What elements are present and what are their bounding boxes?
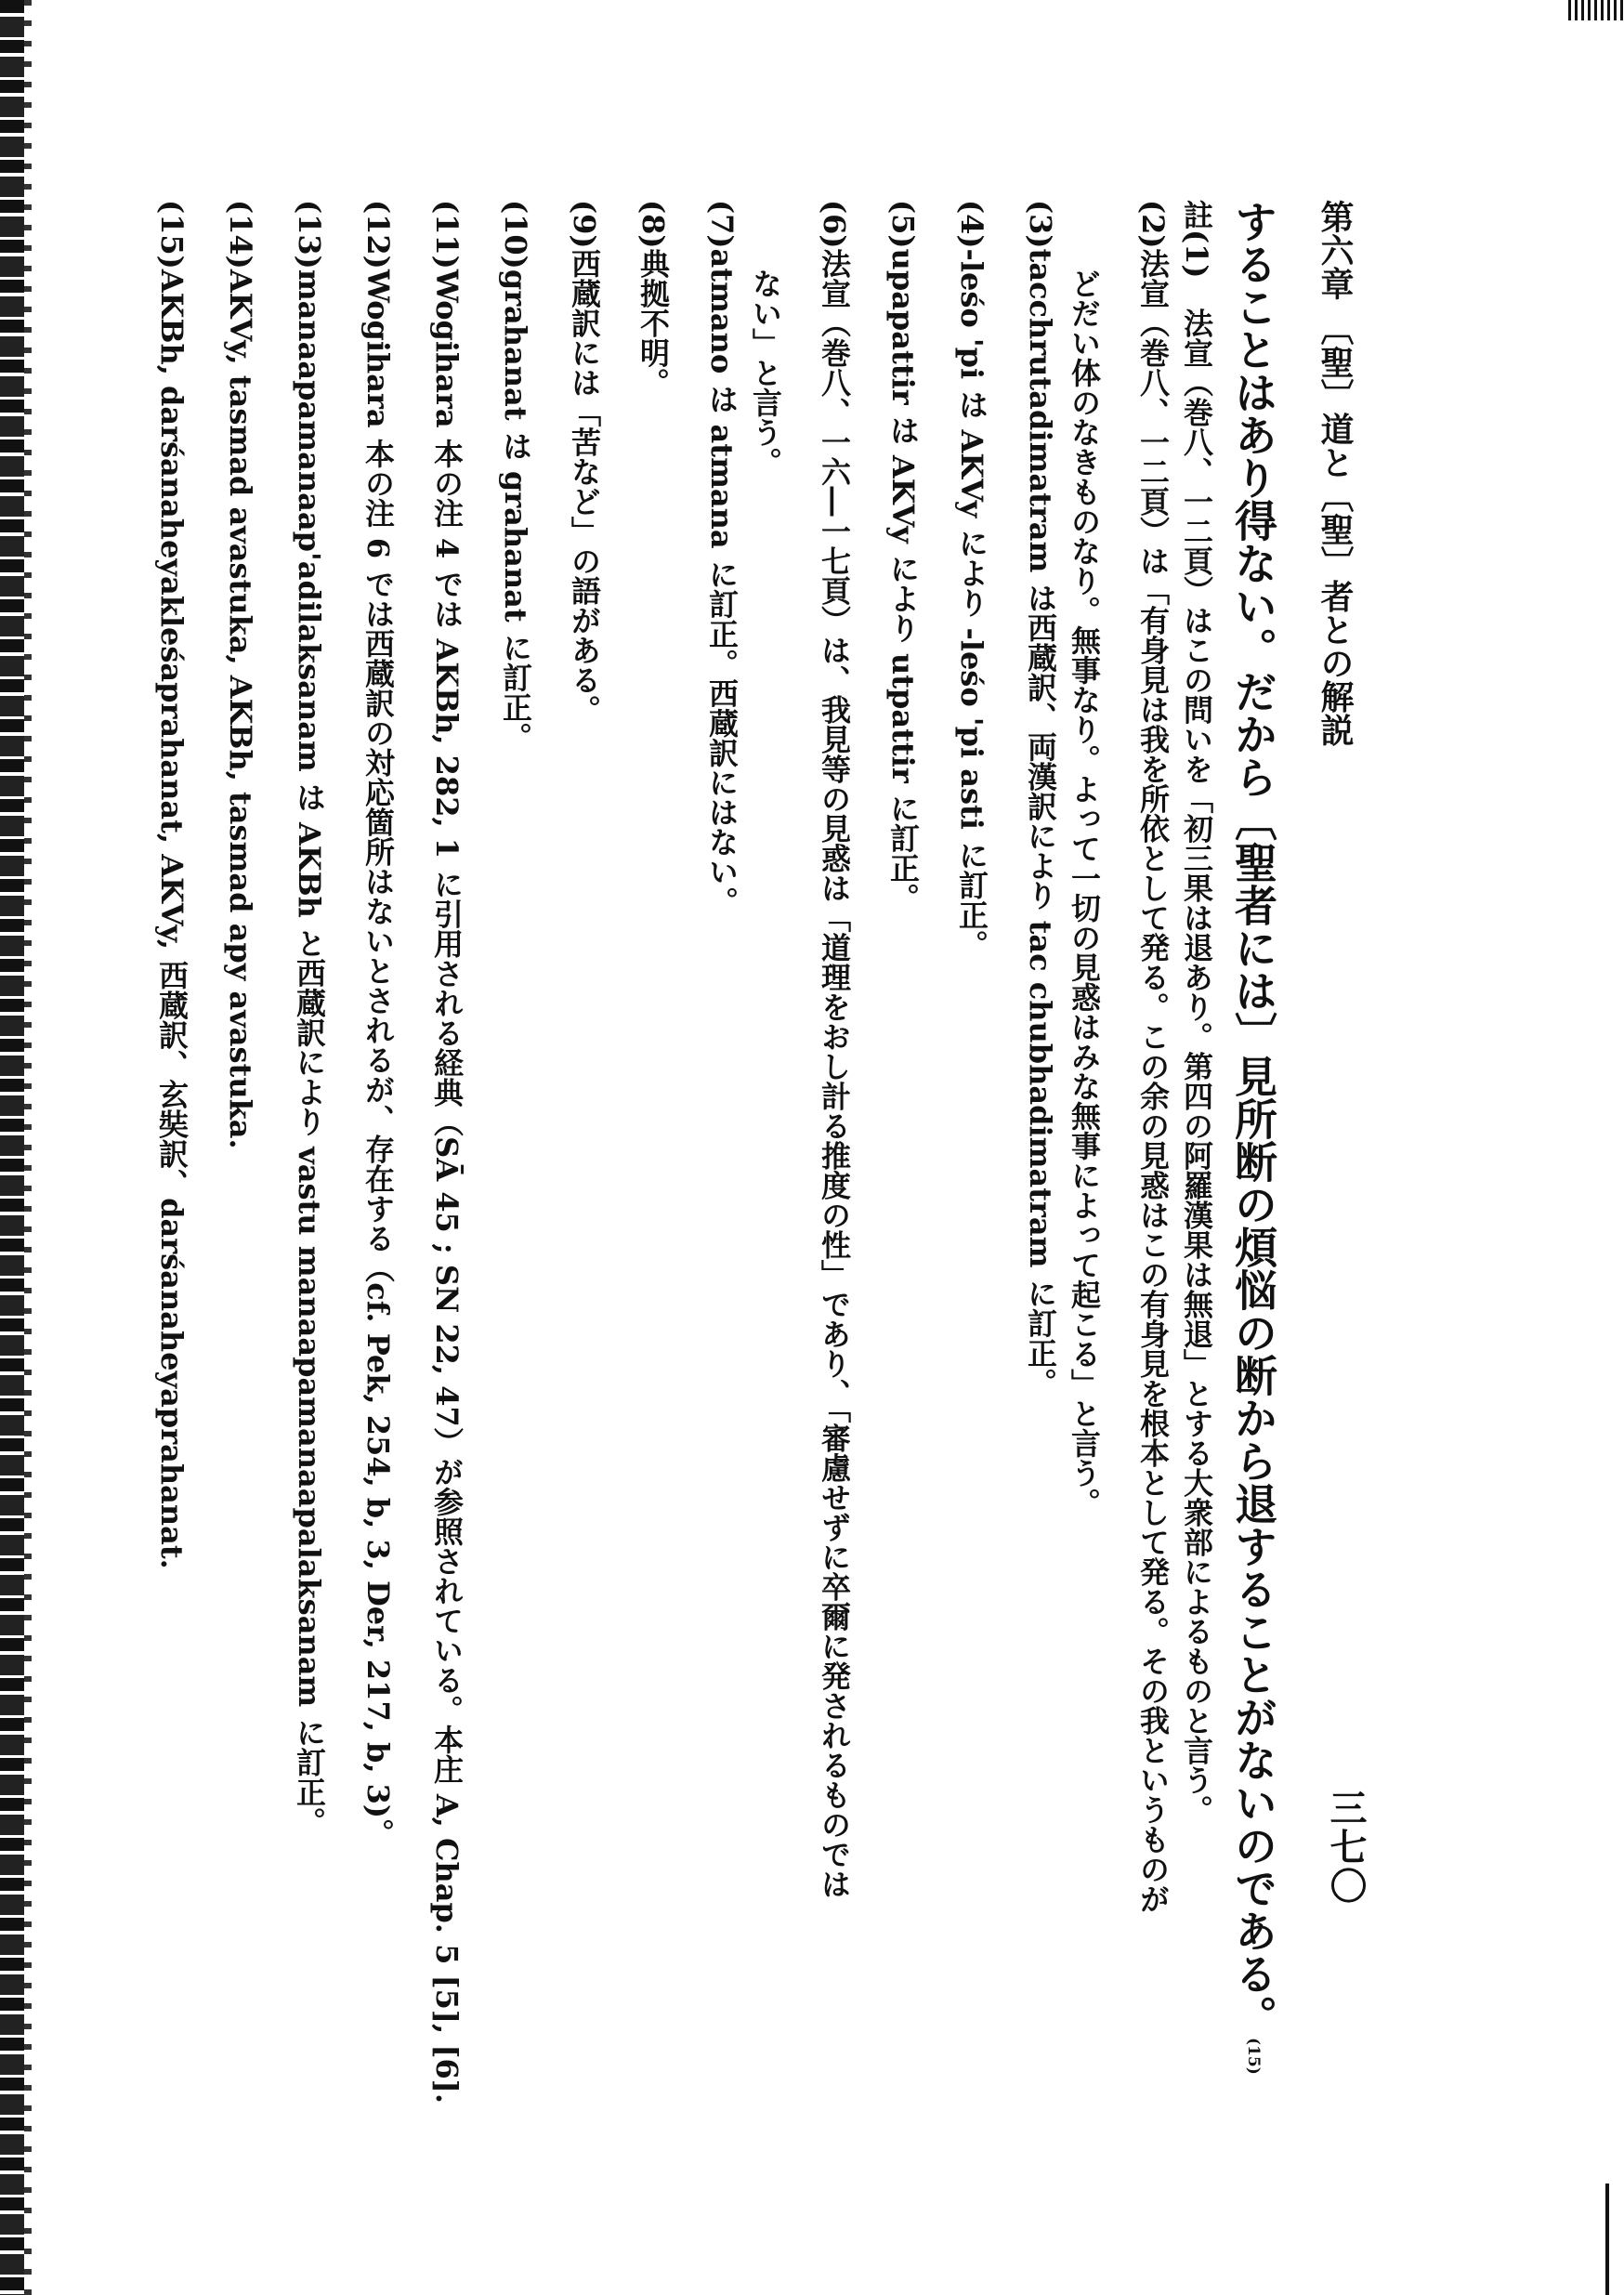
note-1	[1174, 200, 1218, 2077]
note-14	[193, 200, 262, 2077]
note-10	[468, 200, 537, 2077]
note-8	[606, 200, 674, 2077]
note-text: AKBh, darśanaheyakleśaprahanat, AKVy, 西蔵訳、玄奘訳、darśanaheyaprahanat.	[154, 269, 190, 1569]
note-number: (2)	[1135, 200, 1171, 249]
note-text: Wogihara 本の注 4 では AKBh, 282, 1 に引用される経典（SĀ 45 ; SN 22, 47）が参照されている。本庄 A, Chap. 5 [5], [6].	[429, 269, 465, 2104]
note-number: (7)	[704, 200, 740, 249]
note-6-continuation: ない」と言う。	[748, 269, 783, 477]
note-5	[856, 200, 924, 2077]
footnote-marker-15[interactable]: (15)	[1244, 2038, 1263, 2075]
note-11	[399, 200, 468, 2104]
note-6	[787, 200, 856, 2077]
note-text: Wogihara 本の注 6 では西蔵訳の対応箇所はないとされるが、存在する（cf. Pek, 254, b, 3, Der, 217, b, 3)。	[360, 269, 396, 1849]
note-text: 典拠不明。	[635, 248, 671, 398]
note-number: (8)	[635, 200, 671, 249]
note-text: 法宣（巻八、一二頁）はこの問いを「初三果は退あり。第四の阿羅漢果は無退」とする大衆部によるものと言う。	[1179, 308, 1214, 1825]
note-9	[537, 200, 606, 2077]
vertical-text-columns	[154, 200, 1369, 2104]
book-binding-edge	[0, 0, 24, 2295]
note-number: (13)	[292, 200, 327, 269]
note-number: (15)	[154, 200, 190, 269]
note-15	[124, 200, 193, 2077]
note-number: (1)	[1179, 230, 1214, 279]
note-12	[331, 200, 399, 2077]
note-text: -leśo 'pi は AKVy により -leśo 'pi asti に訂正。	[954, 248, 989, 960]
note-3	[993, 200, 1062, 2077]
note-text: AKVy, tasmad avastuka, AKBh, tasmad apy avastuka.	[223, 269, 258, 1149]
header-gap	[1289, 200, 1302, 2077]
chapter-header: 第六章 〔聖〕道と〔聖〕者との解説	[1316, 200, 1355, 747]
note-2	[1106, 200, 1174, 2077]
page-content	[154, 200, 1369, 2104]
scan-artifact-bottom-right	[1579, 2184, 1617, 2295]
note-7	[674, 200, 743, 2077]
body-line	[1218, 200, 1289, 2077]
note-text: 法宣（巻八、一六―一七頁）は、我見等の見惑は「道理をおし計る推度の性」であり、「審慮せずに卒爾に発されるものでは	[817, 248, 852, 1899]
scan-artifact-top-right	[1568, 0, 1624, 20]
note-number: (9)	[567, 200, 602, 249]
note-text: upapattir は AKVy により utpattir に訂正。	[885, 248, 921, 912]
note-4	[924, 200, 993, 2077]
body-text: することはあり得ない。だから〔聖者には〕見所断の煩悩の断から退することがないのである。	[1228, 200, 1278, 2038]
note-text: atmano は atmana に訂正。西蔵訳にはない。	[704, 248, 740, 916]
binding-shadow	[24, 0, 32, 2295]
note-number: (10)	[498, 200, 533, 269]
notes-label: 註	[1179, 200, 1214, 230]
note-number: (4)	[954, 200, 989, 249]
page-number: 三七〇	[1324, 1789, 1368, 1906]
note-number: (12)	[360, 200, 396, 269]
note-text: manaapamanaap'adilaksanam は AKBh と西蔵訳により vastu manaapamanaapalaksanam に訂正。	[292, 269, 327, 1837]
note-number: (6)	[817, 200, 852, 249]
note-text: grahanat は grahanat に訂正。	[498, 269, 533, 752]
note-number: (14)	[223, 200, 258, 269]
note-2-continuation: どだい体のなきものなり。無事なり。よって一切の見惑はみな無事によって起こる」と言う。	[1067, 269, 1102, 1517]
note-number: (3)	[1023, 200, 1058, 249]
note-number: (11)	[429, 200, 465, 269]
note-text: tacchrutadimatram は西蔵訳、両漢訳により tac chubhadimatram に訂正。	[1023, 248, 1058, 1397]
note-text: 法宣（巻八、一二頁）は「有身見は我を所依として発る。この余の見惑はこの有身見を根本として発る。その我というものが	[1135, 248, 1171, 1914]
note-text: 西蔵訳には「苦など」の語がある。	[567, 248, 602, 725]
note-13	[262, 200, 331, 2077]
note-number: (5)	[885, 200, 921, 249]
